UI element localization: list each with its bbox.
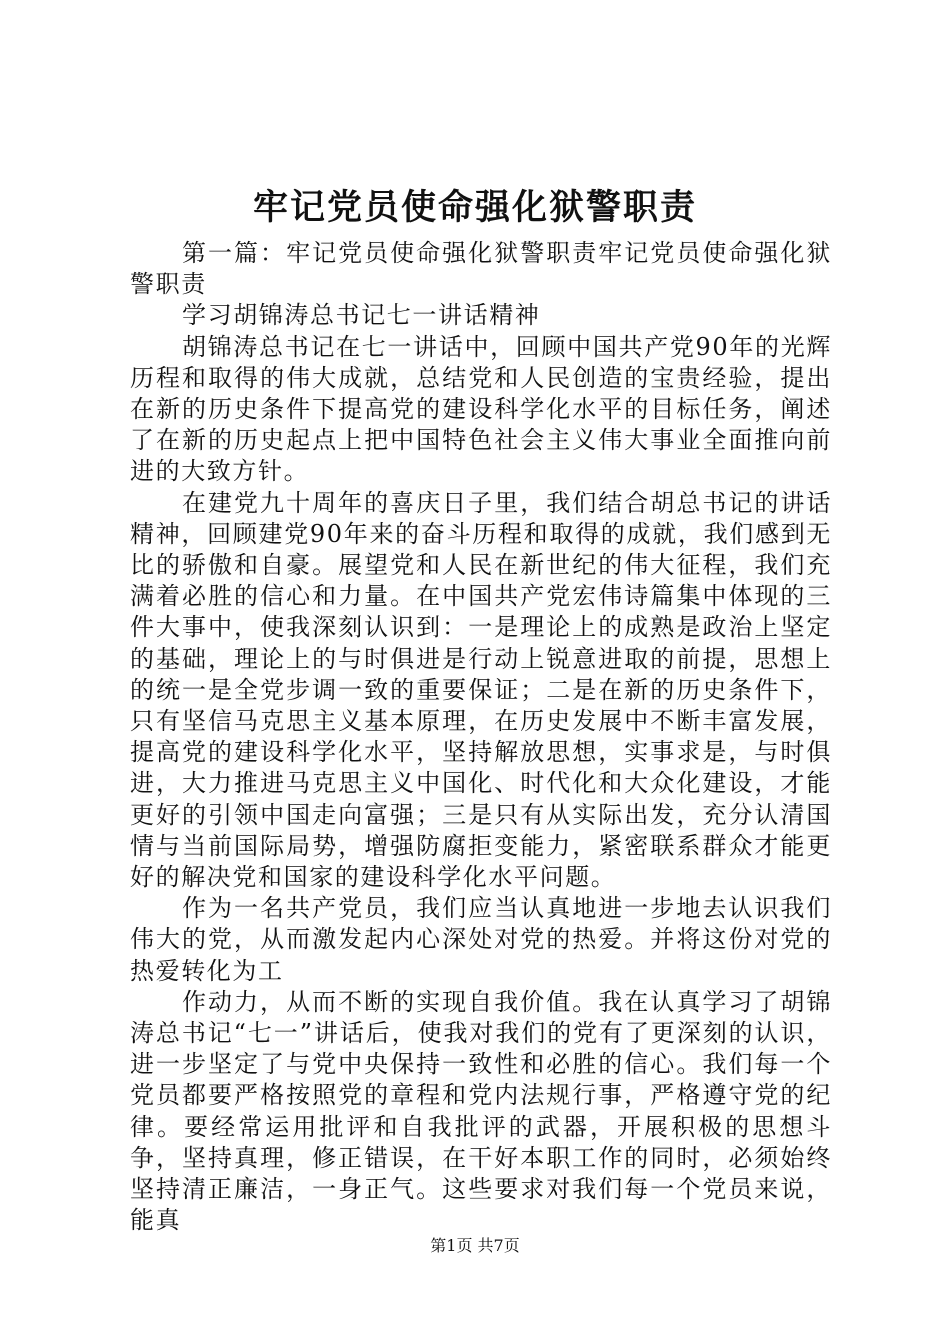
document-title: 牢记党员使命强化狱警职责	[252, 187, 697, 228]
document-body	[130, 238, 832, 1237]
paragraph: 胡锦涛总书记在七一讲话中，回顾中国共产党90年的光辉历程和取得的伟大成就，总结党和人民创造的宝贵经验，提出在新的历史条件下提高党的建设科学化水平的目标任务，阐述了在新的历史起点上把中国特色社会主义伟大事业全面推向前进的大致方针。	[130, 332, 832, 486]
paragraph: 第一篇：牢记党员使命强化狱警职责牢记党员使命强化狱警职责	[130, 239, 832, 299]
paragraph: 作为一名共产党员，我们应当认真地进一步地去认识我们伟大的党，从而激发起内心深处对党的热爱。并将这份对党的热爱转化为工	[130, 894, 832, 985]
paragraph: 学习胡锦涛总书记七一讲话精神	[182, 301, 541, 330]
page-number-footer: 第1页 共7页	[430, 1236, 520, 1255]
paragraph: 作动力，从而不断的实现自我价值。我在认真学习了胡锦涛总书记“七一”讲话后，使我对我们的党有了更深刻的认识，进一步坚定了与党中央保持一致性和必胜的信心。我们每一个党员都要严格按照党的章程和党内法规行事，严格遵守党的纪律。要经常运用批评和自我批评的武器，开展积极的思想斗争，坚持真理，修正错误，在干好本职工作的同时，必须始终坚持清正廉洁，一身正气。这些要求对我们每一个党员来说，能真	[130, 987, 832, 1235]
paragraph: 在建党九十周年的喜庆日子里，我们结合胡总书记的讲话精神，回顾建党90年来的奋斗历程和取得的成就，我们感到无比的骄傲和自豪。展望党和人民在新世纪的伟大征程，我们充满着必胜的信心和力量。在中国共产党宏伟诗篇集中体现的三件大事中，使我深刻认识到：一是理论上的成熟是政治上坚定的基础，理论上的与时俱进是行动上锐意进取的前提，思想上的统一是全党步调一致的重要保证；二是在新的历史条件下，只有坚信马克思主义基本原理，在历史发展中不断丰富发展，提高党的建设科学化水平，坚持解放思想，实事求是，与时俱进，大力推进马克思主义中国化、时代化和大众化建设，才能更好的引领中国走向富强；三是只有从实际出发，充分认清国情与当前国际局势，增强防腐拒变能力，紧密联系群众才能更好的解决党和国家的建设科学化水平问题。	[130, 488, 832, 892]
